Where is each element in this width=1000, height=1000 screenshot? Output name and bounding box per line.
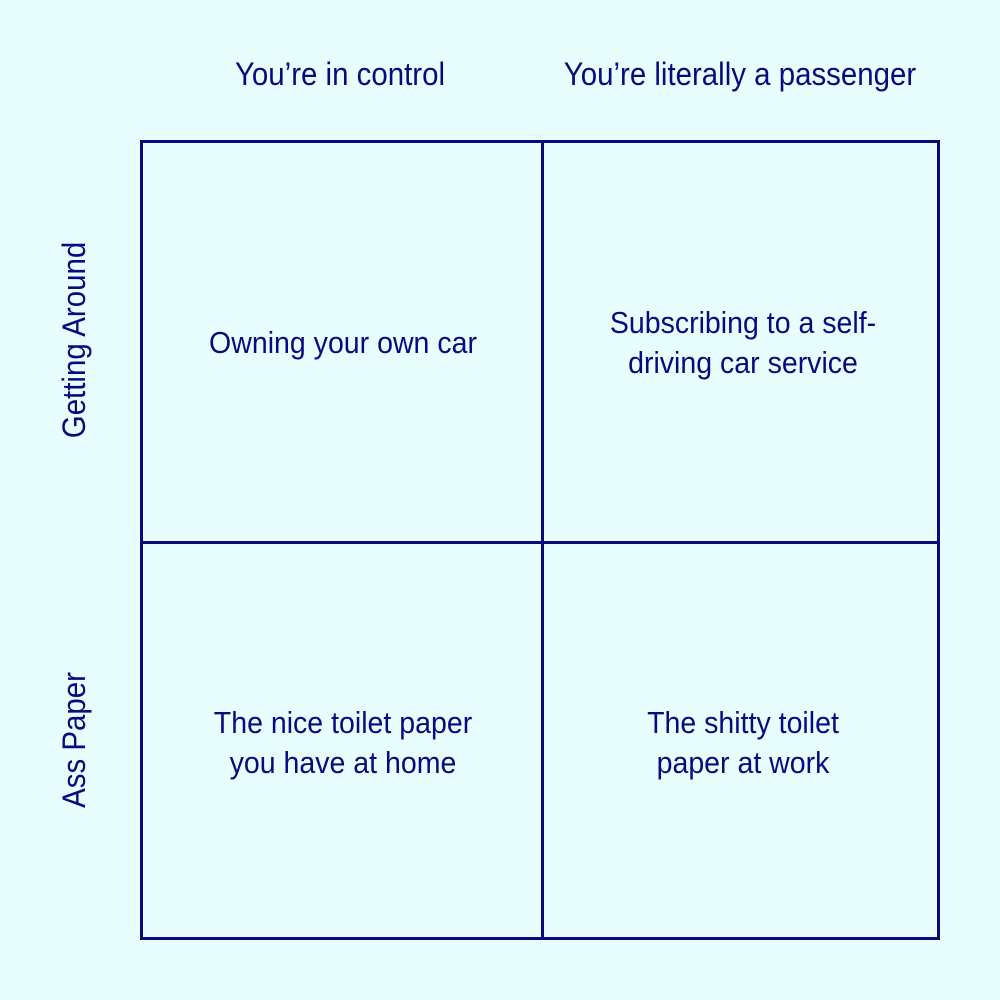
quadrant-text: Owning your own car	[209, 325, 477, 360]
column-header-passenger: You’re literally a passenger	[563, 56, 917, 92]
quadrant-text: The nice toilet paper you have at home	[213, 705, 473, 780]
quadrant-cell-top-left	[143, 143, 543, 543]
row-header-ass-paper: Ass Paper	[56, 672, 92, 808]
quadrant-cell-bottom-right	[543, 543, 943, 943]
row-header-getting-around: Getting Around	[56, 241, 92, 439]
quadrant-text: The shitty toilet paper at work	[647, 705, 839, 780]
quadrant-grid	[140, 140, 940, 940]
quadrant-cell-bottom-left	[143, 543, 543, 943]
quadrant-text: Subscribing to a self- driving car service	[609, 305, 877, 380]
quadrant-cell-top-right	[543, 143, 943, 543]
column-header-in-control: You’re in control	[234, 56, 446, 92]
